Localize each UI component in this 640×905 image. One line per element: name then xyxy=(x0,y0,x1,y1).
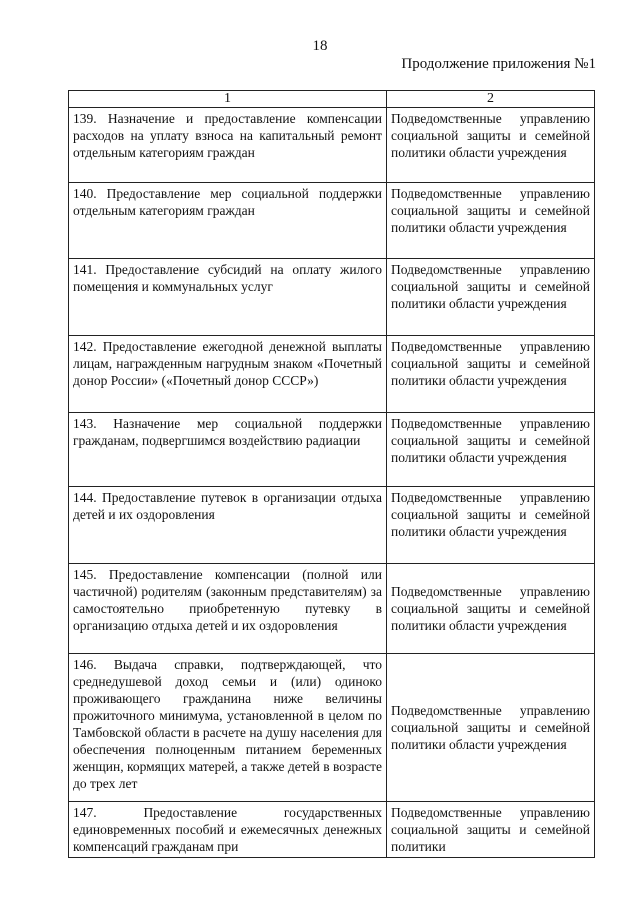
column-header: 1 xyxy=(69,91,387,108)
service-cell: 143. Назначение мер социальной поддержки гражданам, подвергшимся воздействию радиации xyxy=(69,413,387,487)
service-cell: 147. Предоставление государственных единовременных пособий и ежемесячных денежных компенсаций гражданам при xyxy=(69,802,387,858)
service-cell: 141. Предоставление субсидий на оплату жилого помещения и коммунальных услуг xyxy=(69,259,387,336)
organization-cell: Подведомственные управлению социальной защиты и семейной политики xyxy=(387,802,595,858)
service-cell: 144. Предоставление путевок в организации отдыха детей и их оздоровления xyxy=(69,487,387,564)
table-row xyxy=(69,802,595,858)
continuation-label: Продолжение приложения №1 xyxy=(401,56,596,72)
page-number: 18 xyxy=(312,38,328,54)
organization-cell: Подведомственные управлению социальной защиты и семейной политики области учреждения xyxy=(387,259,595,336)
table-row xyxy=(69,413,595,487)
service-cell: 139. Назначение и предоставление компенсации расходов на уплату взноса на капитальный ремонт отдельным категориям граждан xyxy=(69,108,387,183)
table-header-row xyxy=(69,91,595,108)
table-row xyxy=(69,487,595,564)
organization-cell: Подведомственные управлению социальной защиты и семейной политики области учреждения xyxy=(387,564,595,654)
organization-cell: Подведомственные управлению социальной защиты и семейной политики области учреждения xyxy=(387,654,595,802)
organization-cell: Подведомственные управлению социальной защиты и семейной политики области учреждения xyxy=(387,413,595,487)
table-row xyxy=(69,108,595,183)
organization-cell: Подведомственные управлению социальной защиты и семейной политики области учреждения xyxy=(387,487,595,564)
organization-cell: Подведомственные управлению социальной защиты и семейной политики области учреждения xyxy=(387,183,595,259)
table-row xyxy=(69,336,595,413)
services-table xyxy=(68,90,595,858)
table-row xyxy=(69,183,595,259)
service-cell: 142. Предоставление ежегодной денежной выплаты лицам, награжденным нагрудным знаком «Почетный донор России» («Почетный донор СССР») xyxy=(69,336,387,413)
organization-cell: Подведомственные управлению социальной защиты и семейной политики области учреждения xyxy=(387,336,595,413)
table-row xyxy=(69,564,595,654)
table-row xyxy=(69,259,595,336)
service-cell: 145. Предоставление компенсации (полной или частичной) родителям (законным представителям) за самостоятельно приобретенную путевку в организацию отдыха детей и их оздоровления xyxy=(69,564,387,654)
service-cell: 140. Предоставление мер социальной поддержки отдельным категориям граждан xyxy=(69,183,387,259)
organization-cell: Подведомственные управлению социальной защиты и семейной политики области учреждения xyxy=(387,108,595,183)
table-row xyxy=(69,654,595,802)
service-cell: 146. Выдача справки, подтверждающей, что среднедушевой доход семьи и (или) одиноко проживающего гражданина ниже величины прожиточного минимума, установленной в целом по Тамбовской области в расчете на душу населения для обеспечения полноценным питанием беременных женщин, кормящих матерей, а также детей в возрасте до трех лет xyxy=(69,654,387,802)
column-header: 2 xyxy=(387,91,595,108)
